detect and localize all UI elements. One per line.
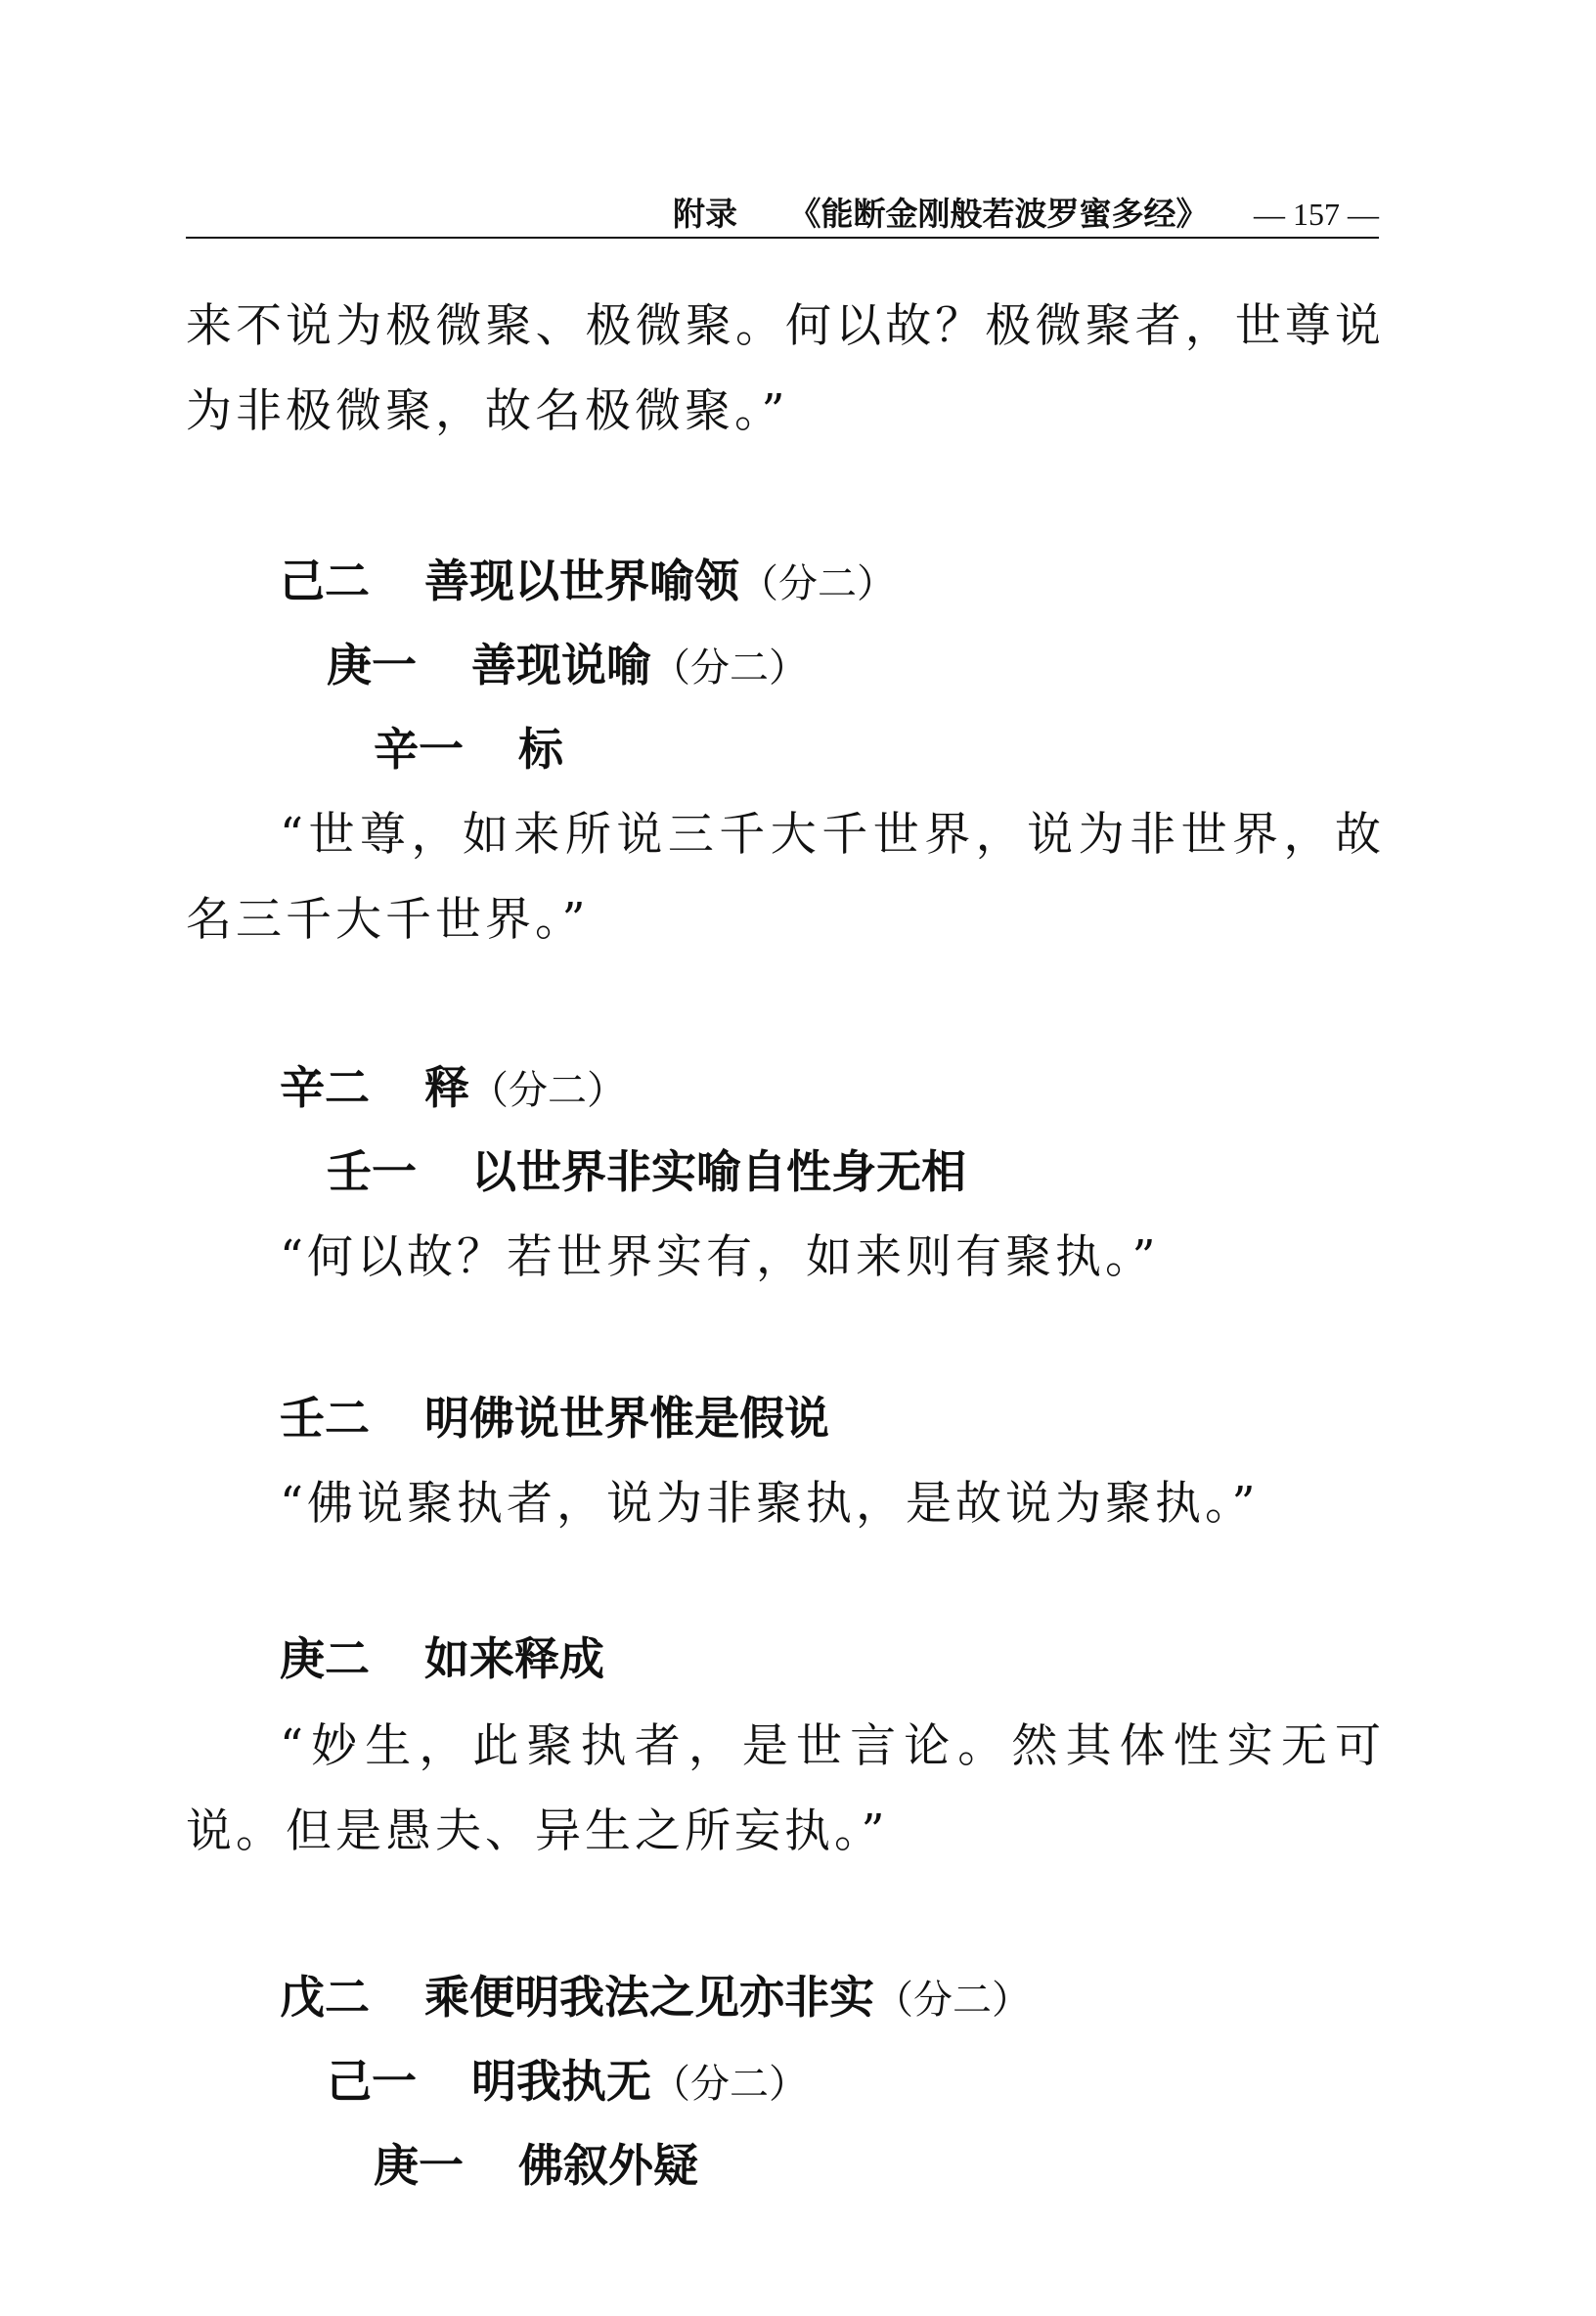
paragraph-sanqian-shijie: “世尊，如来所说三千大千世界，说为非世界，故名三千大千世界。” [186, 808, 1385, 947]
heading-geng-er [280, 1629, 604, 1688]
heading-text: 善现以世界喻领 [424, 555, 739, 607]
heading-text: 善现说喻 [471, 639, 651, 691]
heading-label: 己二 [280, 555, 370, 607]
heading-label: 戊二 [280, 1971, 370, 2024]
heading-ren-er [280, 1389, 829, 1448]
heading-ji-yi [327, 2052, 808, 2114]
heading-text: 释 [424, 1061, 469, 1114]
heading-text: 标 [518, 723, 563, 776]
heading-text: 明佛说世界惟是假说 [424, 1392, 829, 1445]
heading-ren-yi [327, 1142, 966, 1201]
heading-geng-yi [327, 636, 808, 697]
heading-note: （分二） [651, 646, 808, 690]
heading-note: （分二） [469, 1068, 626, 1113]
heading-geng-yi-2 [374, 2136, 698, 2195]
heading-label: 壬一 [327, 1145, 417, 1198]
heading-label: 辛二 [280, 1061, 370, 1114]
heading-label: 辛一 [374, 723, 464, 776]
heading-ji-er [280, 552, 896, 613]
header-book-title: 《能断金刚般若波罗蜜多经》 [788, 195, 1209, 233]
paragraph-juzhi: “佛说聚执者，说为非聚执，是故说为聚执。” [280, 1477, 1260, 1531]
heading-text: 如来释成 [424, 1632, 604, 1685]
paragraph-shijie-shiyou: “何以故？若世界实有，如来则有聚执。” [280, 1230, 1160, 1284]
heading-text: 乘便明我法之见亦非实 [424, 1971, 874, 2024]
heading-text: 明我执无 [471, 2055, 651, 2108]
heading-label: 庚一 [327, 639, 417, 691]
heading-note: （分二） [739, 561, 896, 606]
paragraph-continuation: 来不说为极微聚、极微聚。何以故？极微聚者，世尊说为非极微聚，故名极微聚。” [186, 299, 1385, 438]
heading-note: （分二） [651, 2062, 808, 2107]
heading-wu-er [280, 1968, 1031, 2029]
heading-label: 庚二 [280, 1632, 370, 1685]
heading-xin-er [280, 1058, 626, 1120]
paragraph-miaosheng: “妙生，此聚执者，是世言论。然其体性实无可说。但是愚夫、异生之所妄执。” [186, 1719, 1385, 1858]
heading-text: 以世界非实喻自性身无相 [471, 1145, 966, 1198]
heading-label: 己一 [327, 2055, 417, 2108]
page-number: — 157 — [1254, 197, 1379, 232]
heading-xin-yi [374, 720, 563, 779]
header-section-label: 附录 [673, 195, 737, 233]
heading-label: 庚一 [374, 2139, 464, 2192]
heading-note: （分二） [874, 1978, 1031, 2023]
heading-text: 佛叙外疑 [518, 2139, 698, 2192]
running-header [186, 192, 1379, 239]
heading-label: 壬二 [280, 1392, 370, 1445]
